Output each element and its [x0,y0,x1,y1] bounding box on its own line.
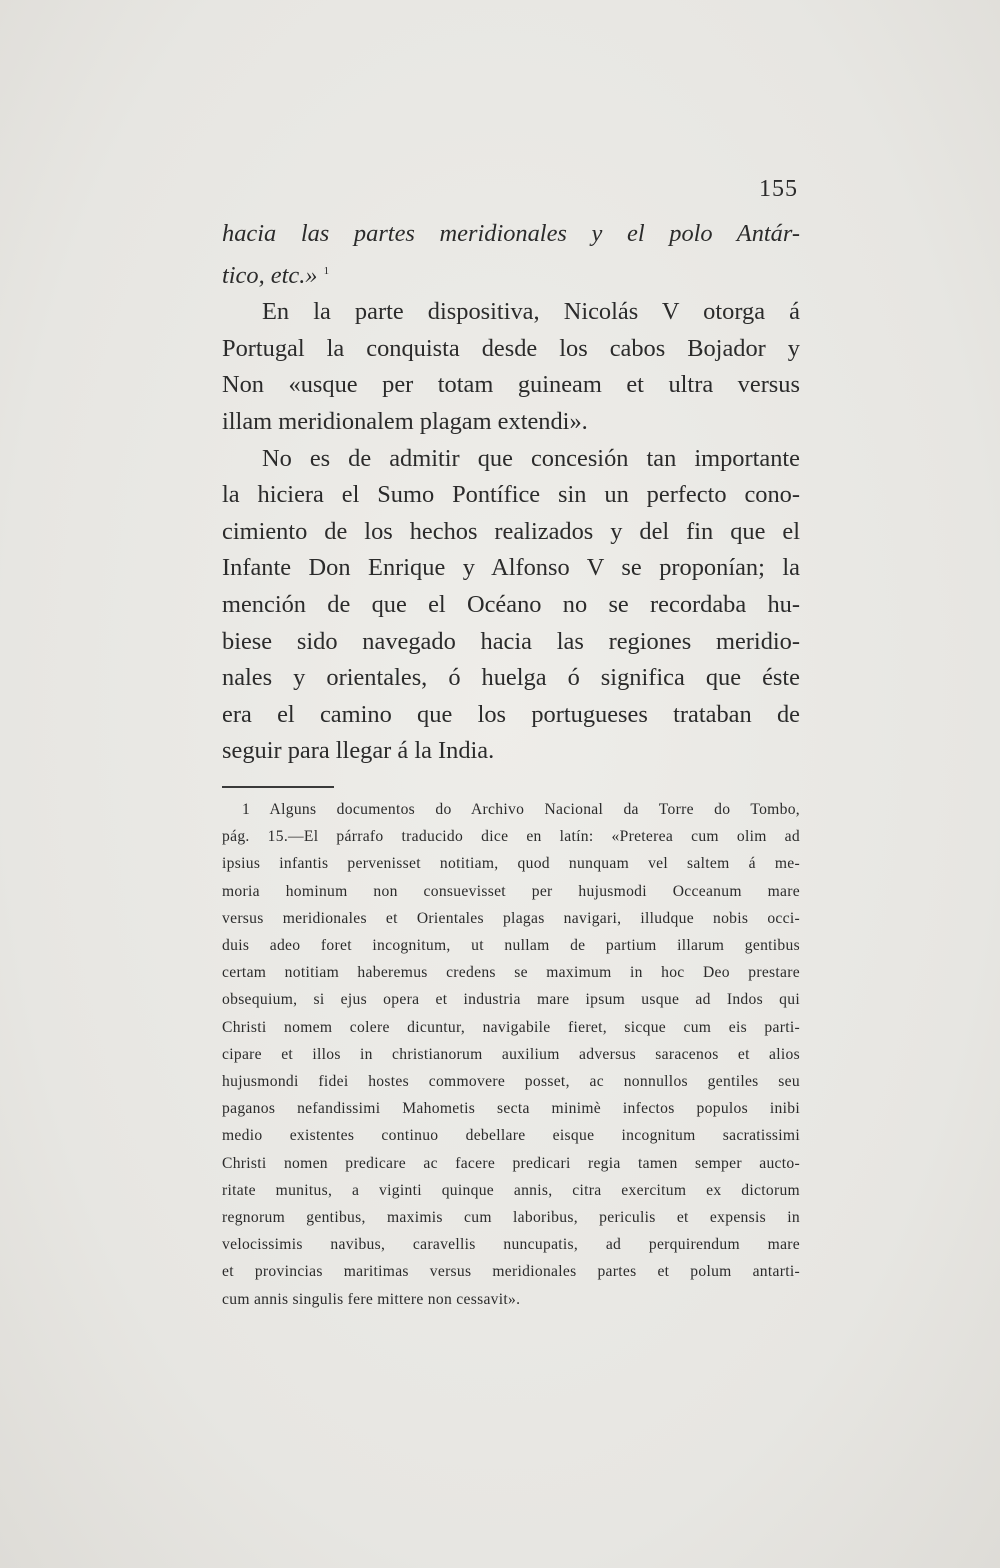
footnote-line: Christi nomen predicare ac facere predicari regia tamen semper aucto- [222,1154,800,1172]
footnote-divider [222,786,334,788]
footnote-line: versus meridionales et Orientales plagas navigari, illudque nobis occi- [222,909,800,927]
text-line: seguir para llegar á la India. [222,737,495,765]
text-line: Infante Don Enrique y Alfonso V se proponían; la [222,554,800,582]
footnote-line: cipare et illos in christianorum auxilium adversus saracenos et alios [222,1045,800,1063]
text-line: En la parte dispositiva, Nicolás V otorga á [262,298,800,326]
footnote-line: certam notitiam haberemus credens se maximum in hoc Deo prestare [222,964,800,982]
footnote-line: duis adeo foret incognitum, ut nullam de partium illarum gentibus [222,937,800,955]
page-number: 155 [759,176,798,202]
text-line: Portugal la conquista desde los cabos Bojador y [222,334,800,362]
footnote-line: medio existentes continuo debellare eisque incognitum sacratissimi [222,1127,800,1145]
text-line: la hiciera el Sumo Pontífice sin un perfecto cono- [222,481,800,509]
text-line: biese sido navegado hacia las regiones meridio- [222,627,800,655]
text-line: Non «usque per totam guineam et ultra versus [222,371,800,399]
text-line: mención de que el Océano no se recordaba hu- [222,590,800,618]
footnote-line: Christi nomem colere dicuntur, navigabile fieret, sicque cum eis parti- [222,1018,800,1036]
text-line: cimiento de los hechos realizados y del fin que el [222,517,800,545]
text-line [222,253,800,295]
footnote-line: ipsius infantis pervenisset notitiam, quod nunquam vel saltem á me- [222,855,800,873]
footnote-line: obsequium, si ejus opera et industria mare ipsum usque ad Indos qui [222,991,800,1009]
footnote-line: moria hominum non consuevisset per hujusmodi Occeanum mare [222,882,800,900]
italic-phrase: tico, etc.» [222,261,318,289]
text-line: illam meridionalem plagam extendi». [222,407,588,435]
main-text [222,216,800,770]
footnote-line: regnorum gentibus, maximis cum laboribus, periculis et expensis in [222,1209,800,1227]
text-line: nales y orientales, ó huelga ó significa que éste [222,664,800,692]
footnote-line: hujusmondi fidei hostes commovere posset, ac nonnullos gentiles seu [222,1073,800,1091]
text-line: hacia las partes meridionales y el polo Antár- [222,220,800,247]
footnote-line: cum annis singulis fere mittere non cessavit». [222,1290,521,1308]
footnote-marker: 1 [323,264,330,277]
footnote-line: pág. 15.—El párrafo traducido dice en latín: «Preterea cum olim ad [222,828,800,846]
text-line: No es de admitir que concesión tan importante [262,444,800,472]
footnote-line: et provincias maritimas versus meridionales partes et polum antarti- [222,1263,800,1281]
footnote-line: ritate munitus, a viginti quinque annis, citra exercitum ex dictorum [222,1181,800,1199]
footnote-line: 1 Alguns documentos do Archivo Nacional da Torre do Tombo, [242,801,800,818]
footnote [222,796,800,1313]
footnote-line: paganos nefandissimi Mahometis secta minimè infectos populos inibi [222,1100,800,1118]
footnote-line: velocissimis navibus, caravellis nuncupatis, ad perquirendum mare [222,1236,800,1254]
text-line: era el camino que los portugueses trataban de [222,700,800,728]
